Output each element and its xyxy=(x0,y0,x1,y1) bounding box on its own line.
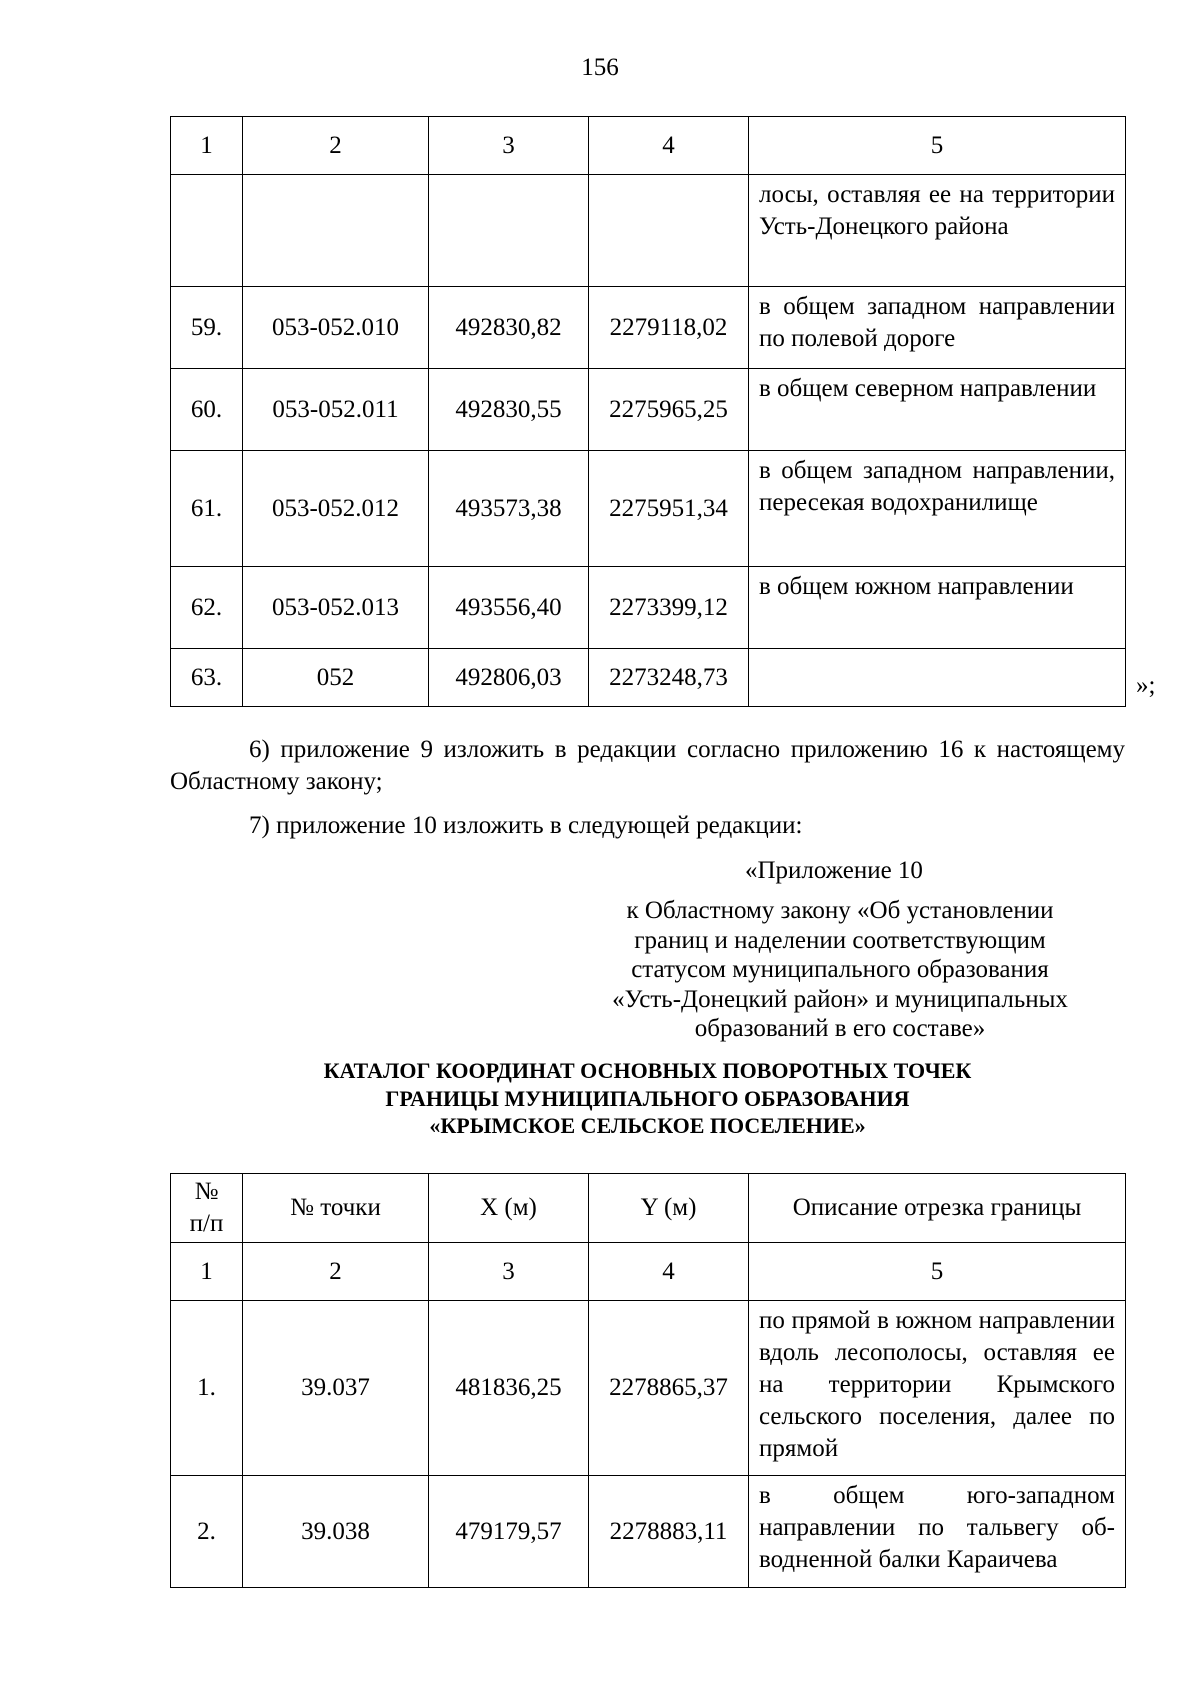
column-number-cell: 5 xyxy=(749,117,1126,175)
row-number: 61. xyxy=(171,451,243,567)
catalog-title-line: «КРЫМСКОЕ СЕЛЬСКОЕ ПОСЕЛЕНИЕ» xyxy=(429,1113,866,1138)
y-coordinate: 2278865,37 xyxy=(589,1301,749,1476)
point-id: 053-052.013 xyxy=(243,567,429,649)
header-pp: п/п xyxy=(189,1210,224,1237)
amendment-item-6: 6) приложение 9 изложить в редакции согласно приложению 16 к настоящему Областному закону; xyxy=(170,736,1125,795)
row-number: 62. xyxy=(171,567,243,649)
row-number: 60. xyxy=(171,369,243,451)
page-number: 156 xyxy=(581,54,619,81)
annex-caption xyxy=(575,896,1105,1044)
segment-description: в общем западном направлении, пересекая водохранилище xyxy=(749,451,1126,567)
header-description: Описание отрезка границы xyxy=(749,1174,1126,1243)
segment-description: в общем западном направлении по полевой дороге xyxy=(749,287,1126,369)
column-number-cell: 1 xyxy=(171,117,243,175)
x-coordinate: 492830,55 xyxy=(429,369,589,451)
row-number: 59. xyxy=(171,287,243,369)
table-row xyxy=(171,1301,1126,1476)
column-number-cell: 3 xyxy=(429,117,589,175)
header-no-sign: № xyxy=(194,1178,219,1205)
header-point: № точки xyxy=(243,1174,429,1243)
header-x: X (м) xyxy=(429,1174,589,1243)
table-header-row xyxy=(171,117,1126,175)
point-id xyxy=(243,175,429,287)
x-coordinate: 492806,03 xyxy=(429,649,589,707)
annex-title: «Приложение 10 xyxy=(745,857,923,884)
point-id: 053-052.012 xyxy=(243,451,429,567)
segment-description: в общем северном направлении xyxy=(749,369,1126,451)
table-row xyxy=(171,1476,1126,1588)
coordinates-table-continued xyxy=(170,116,1126,707)
y-coordinate: 2279118,02 xyxy=(589,287,749,369)
catalog-title xyxy=(170,1057,1125,1140)
column-number-cell: 4 xyxy=(589,1243,749,1301)
column-number-cell: 2 xyxy=(243,1243,429,1301)
header-row-number xyxy=(171,1174,243,1243)
annex-caption-line: «Усть-Донецкий район» и муниципальных xyxy=(612,985,1068,1013)
catalog-title-line: ГРАНИЦЫ МУНИЦИПАЛЬНОГО ОБРАЗОВАНИЯ xyxy=(385,1085,910,1111)
point-id: 053-052.010 xyxy=(243,287,429,369)
table-row xyxy=(171,175,1126,287)
annex-caption-line: границ и наделении соответствующим xyxy=(634,926,1046,954)
x-coordinate: 481836,25 xyxy=(429,1301,589,1476)
segment-description: в общем юго-западном направлении по тальвегу обводненной балки Караичева xyxy=(749,1476,1126,1588)
row-number: 2. xyxy=(171,1476,243,1588)
table-row xyxy=(171,567,1126,649)
closing-quote: »; xyxy=(1136,672,1156,699)
segment-description: лосы, оставляя ее на территории Усть-Донецкого района xyxy=(749,175,1126,287)
x-coordinate xyxy=(429,175,589,287)
annex-caption-line: к Областному закону «Об установлении xyxy=(626,897,1054,924)
segment-description xyxy=(749,649,1126,707)
column-number-cell: 1 xyxy=(171,1243,243,1301)
column-number-cell: 2 xyxy=(243,117,429,175)
x-coordinate: 479179,57 xyxy=(429,1476,589,1588)
row-number xyxy=(171,175,243,287)
row-number: 63. xyxy=(171,649,243,707)
table-row xyxy=(171,649,1126,707)
y-coordinate: 2275965,25 xyxy=(589,369,749,451)
column-number-cell: 4 xyxy=(589,117,749,175)
x-coordinate: 493556,40 xyxy=(429,567,589,649)
x-coordinate: 492830,82 xyxy=(429,287,589,369)
column-number-cell: 5 xyxy=(749,1243,1126,1301)
catalog-title-line: КАТАЛОГ КООРДИНАТ ОСНОВНЫХ ПОВОРОТНЫХ ТОЧЕК xyxy=(323,1058,972,1083)
annex-caption-line: статусом муниципального образования xyxy=(631,956,1049,983)
point-id: 053-052.011 xyxy=(243,369,429,451)
point-id: 052 xyxy=(243,649,429,707)
segment-description: по прямой в южном направлении вдоль лесополосы, оставляя ее на территории Крымского сельского поселения, далее по прямой xyxy=(749,1301,1126,1476)
segment-description: в общем южном направлении xyxy=(749,567,1126,649)
table-row xyxy=(171,287,1126,369)
y-coordinate: 2273399,12 xyxy=(589,567,749,649)
coordinates-catalog-table xyxy=(170,1173,1126,1588)
y-coordinate: 2278883,11 xyxy=(589,1476,749,1588)
annex-caption-line: образований в его составе» xyxy=(694,1015,986,1042)
table-header-row xyxy=(171,1174,1126,1243)
table-row xyxy=(171,451,1126,567)
x-coordinate: 493573,38 xyxy=(429,451,589,567)
row-number: 1. xyxy=(171,1301,243,1476)
amendment-item-7: 7) приложение 10 изложить в следующей редакции: xyxy=(249,812,803,839)
column-numbering-row xyxy=(171,1243,1126,1301)
y-coordinate: 2273248,73 xyxy=(589,649,749,707)
point-id: 39.037 xyxy=(243,1301,429,1476)
header-y: Y (м) xyxy=(589,1174,749,1243)
y-coordinate: 2275951,34 xyxy=(589,451,749,567)
y-coordinate xyxy=(589,175,749,287)
column-number-cell: 3 xyxy=(429,1243,589,1301)
table-row xyxy=(171,369,1126,451)
point-id: 39.038 xyxy=(243,1476,429,1588)
